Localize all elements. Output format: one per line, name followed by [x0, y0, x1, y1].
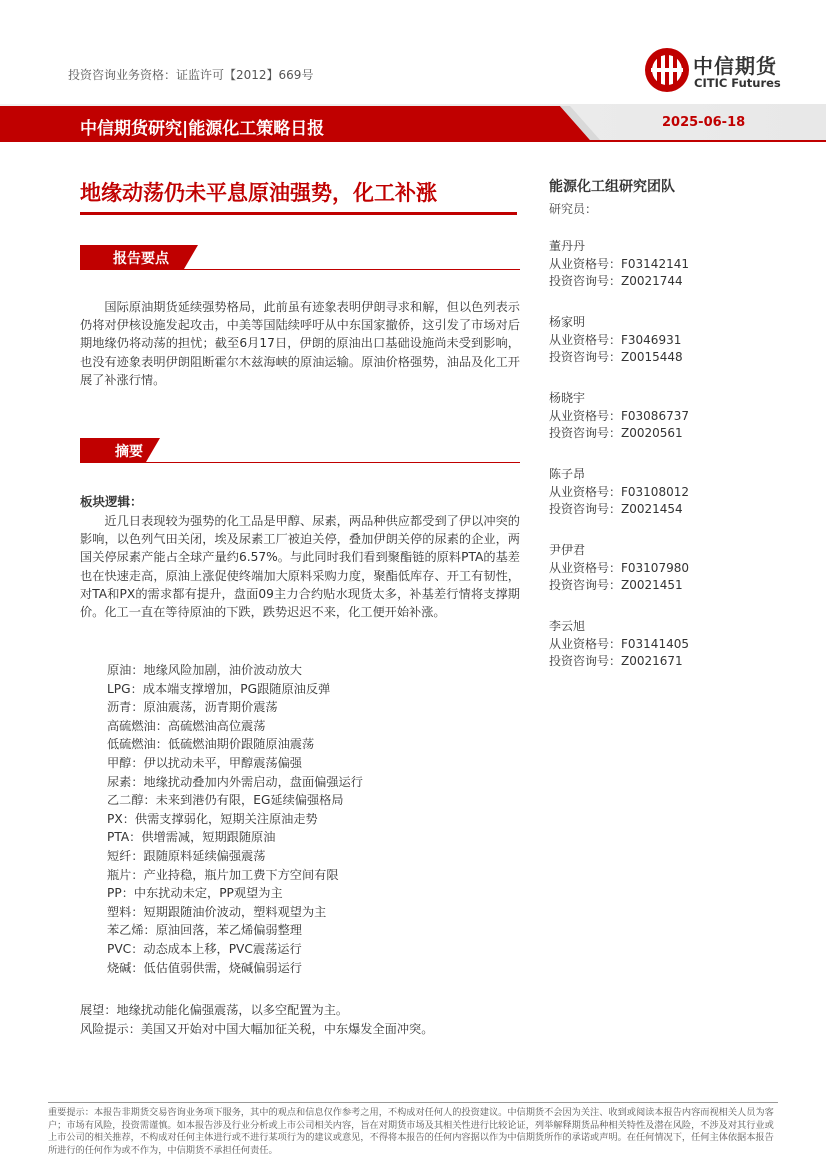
team-role: 研究员：: [549, 202, 598, 216]
list-item: 苯乙烯：原油回落，苯乙烯偏弱整理: [107, 923, 302, 938]
list-item: 瓶片：产业持稳，瓶片加工费下方空间有限: [107, 867, 339, 882]
analyst-advisory-id: 投资咨询号：Z0021454: [549, 502, 683, 516]
disclaimer: 重要提示：本报告非期货交易咨询业务项下服务，其中的观点和信息仅作参考之用，不构成对任何人的投资建议。中信期货不会因为关注、收到或阅读本报告内容而视相关人员为客户；市场有风险，投资需谨慎。如本报告涉及行业分析或上市公司相关内容，旨在对期货市场及其相关性进行比较论证，列举解释期货品种相关特性及潜在风险，不涉及对其行业或上市公司的相关推荐，不构成对任何主体进行或不进行某项行为的建议或意见，不得将本报告的任何内容据以作为中信期货所作的承诺或声明。在任何情况下，任何主体依据本报告所进行的任何作为或不作为，中信期货不承担任何责任。: [48, 1107, 774, 1156]
logic-paragraph: [80, 512, 520, 621]
summary-label: 摘要: [115, 444, 143, 460]
outlook-view: 展望：地缘扰动能化偏强震荡，以多空配置为主。: [80, 1003, 349, 1017]
list-item: 甲醇：伊以扰动未平，甲醇震荡偏强: [107, 755, 302, 770]
list-item: 低硫燃油：低硫燃油期价跟随原油震荡: [107, 737, 315, 752]
list-item: PTA：供增需减，短期跟随原油: [107, 830, 276, 845]
list-item: 乙二醇：未来到港仍有限，EG延续偏强格局: [107, 793, 344, 808]
list-item: PP：中东扰动未定，PP观望为主: [107, 886, 283, 901]
report-date: 2025-06-18: [662, 115, 746, 130]
analyst-advisory-id: 投资咨询号：Z0020561: [549, 426, 683, 440]
license-text: 投资咨询业务资格：证监许可【2012】669号: [68, 68, 314, 82]
list-item: 烧碱：低估值弱供需，烧碱偏弱运行: [107, 960, 302, 975]
list-item: 塑料：短期跟随油价波动，塑料观望为主: [107, 904, 327, 919]
analyst-card: [549, 542, 689, 595]
list-item: PVC：动态成本上移，PVC震荡运行: [107, 941, 302, 956]
headline: 地缘动荡仍未平息原油强势，化工补涨: [80, 181, 437, 205]
list-item: PX：供需支撑弱化，短期关注原油走势: [107, 811, 318, 826]
analyst-practice-id: 从业资格号：F03107980: [549, 560, 689, 575]
analyst-practice-id: 从业资格号：F03141405: [549, 636, 689, 651]
analyst-card: [549, 390, 689, 443]
list-item: 尿素：地缘扰动叠加内外需启动，盘面偏强运行: [107, 774, 363, 789]
key-points-text: 国际原油期货延续强势格局，此前虽有迹象表明伊朗寻求和解，但以色列表示仍将对伊核设施发起攻击，中美等国陆续呼吁从中东国家撤侨，这引发了市场对后期地缘仍将动荡的担忧；截至6月17日，伊朗的原油出口基础设施尚未受到影响，也没有迹象表明伊朗阻断霍尔木兹海峡的原油运输。原油价格强势，油品及化工开展了补涨行情。: [80, 300, 520, 387]
analyst-advisory-id: 投资咨询号：Z0015448: [549, 350, 683, 364]
analyst-card: [549, 238, 689, 291]
logo-name-cn: 中信期货: [693, 54, 777, 78]
analyst-name: 杨家明: [549, 315, 586, 329]
analyst-card: [549, 466, 689, 519]
analyst-name: 董丹丹: [549, 239, 586, 253]
analyst-practice-id: 从业资格号：F03086737: [549, 408, 689, 423]
analyst-card: [549, 618, 689, 671]
analyst-card: [549, 314, 683, 367]
list-item: 原油：地缘风险加剧，油价波动放大: [107, 663, 302, 677]
analyst-practice-id: 从业资格号：F03142141: [549, 256, 689, 271]
commodity-list: [107, 661, 363, 977]
analyst-name: 杨晓宇: [549, 391, 586, 405]
citic-logo-icon: [643, 46, 691, 94]
analyst-advisory-id: 投资咨询号：Z0021671: [549, 654, 683, 668]
analyst-practice-id: 从业资格号：F03108012: [549, 484, 689, 499]
analyst-name: 陈子昂: [549, 467, 586, 481]
analyst-practice-id: 从业资格号：F3046931: [549, 332, 682, 347]
analyst-name: 李云旭: [549, 619, 586, 633]
analyst-advisory-id: 投资咨询号：Z0021451: [549, 578, 683, 592]
team-title: 能源化工组研究团队: [549, 179, 675, 195]
footer-rule: [48, 1102, 778, 1103]
logic-heading: 板块逻辑：: [80, 494, 143, 509]
summary-tag: [80, 438, 520, 464]
list-item: 短纤：跟随原料延续偏强震荡: [107, 848, 266, 863]
logo-name-en: CITIC Futures: [694, 76, 781, 90]
key-points-paragraph: [80, 298, 520, 389]
banner-title: 中信期货研究|能源化工策略日报: [80, 119, 325, 139]
logic-text: 近几日表现较为强势的化工品是甲醇、尿素，两品种供应都受到了伊以冲突的影响，以色列气田关闭，埃及尿素工厂被迫关停，叠加伊朗关停的尿素的企业，两国关停尿素产能占全球产量约6.57%。与此同时我们看到聚酯链的原料PTA的基差也在快速走高，原油上涨促使终端加大原料采购力度，聚酯低库存、开工有韧性，对TA和PX的需求都有提升，盘面09主力合约贴水现货太多，补基差行情将支撑期价。化工一直在等待原油的下跌，跌势迟迟不来，化工便开始补涨。: [80, 514, 520, 620]
analyst-name: 尹伊君: [549, 543, 586, 557]
analyst-advisory-id: 投资咨询号：Z0021744: [549, 274, 683, 288]
risk-warning: 风险提示：美国又开始对中国大幅加征关税，中东爆发全面冲突。: [80, 1021, 434, 1036]
list-item: LPG：成本端支撑增加，PG跟随原油反弹: [107, 681, 331, 696]
list-item: 高硫燃油：高硫燃油高位震荡: [107, 718, 266, 733]
outlook-block: [80, 1001, 433, 1039]
list-item: 沥青：原油震荡，沥青期价震荡: [107, 700, 278, 715]
headline-rule: [80, 212, 517, 215]
key-points-label: 报告要点: [113, 251, 169, 267]
